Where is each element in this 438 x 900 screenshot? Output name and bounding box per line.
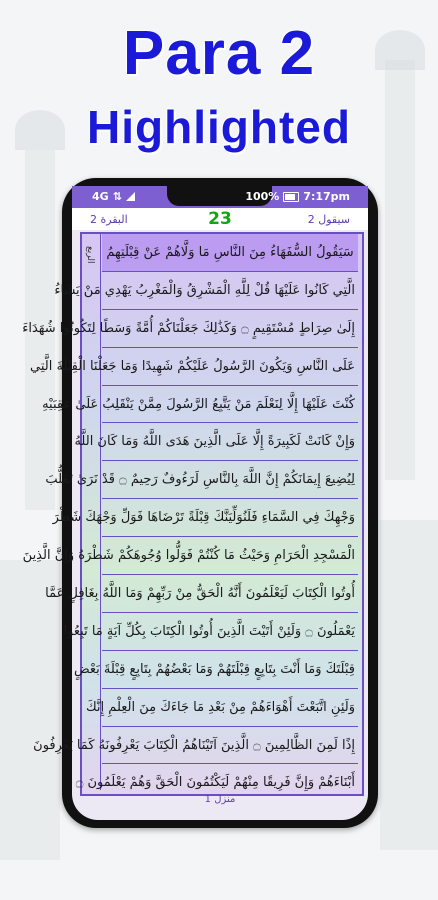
verse-line-text: قِبْلَتَكَ وَمَا أَنْتَ بِتَابِعٍ قِبْلَتَهُمْ وَمَا بَعْضُهُمْ بِتَابِعٍ قِبْلَةَ بَعْضٍ [73, 661, 355, 677]
verse-line-text: عَلَى النَّاسِ وَيَكُونَ الرَّسُولُ عَلَيْكُمْ شَهِيدًا وَمَا جَعَلْنَا الْقِبْلَةَ الَّتِي [30, 358, 355, 374]
manzil-footer: منزل 1 [204, 794, 236, 805]
verse-line-text: يَعْمَلُونَ ۝ وَلَئِنْ أَتَيْتَ الَّذِينَ أُوتُوا الْكِتَابَ بِكُلِّ آيَةٍ مَا تَبِعُوا [63, 623, 355, 639]
phone-screen [22, 186, 368, 820]
verse-line[interactable] [52, 499, 358, 537]
verse-line[interactable] [33, 727, 358, 765]
verse-line-text: إِلَىٰ صِرَاطٍ مُسْتَقِيمٍ ۝ وَكَذَٰلِكَ جَعَلْنَاكُمْ أُمَّةً وَسَطًا لِتَكُونُوا شُهَدَاءَ [22, 320, 355, 336]
verse-line-text: إِذًا لَمِنَ الظَّالِمِينَ ۝ الَّذِينَ آتَيْنَاهُمُ الْكِتَابَ يَعْرِفُونَهُ كَمَا يَعْرِفُونَ [33, 737, 355, 753]
verse-line[interactable] [102, 234, 358, 272]
verse-line[interactable] [45, 575, 358, 613]
verse-line[interactable] [42, 386, 358, 424]
verse-line[interactable] [30, 348, 358, 386]
battery-icon [283, 192, 299, 202]
verse-line[interactable] [22, 310, 358, 348]
status-left [92, 190, 135, 203]
background-building-bottom-right [380, 520, 438, 850]
data-arrows-icon: ⇅ [112, 190, 122, 203]
verse-line-text: أُوتُوا الْكِتَابَ لَيَعْلَمُونَ أَنَّهُ الْحَقُّ مِنْ رَبِّهِمْ وَمَا اللَّهُ بِغَافِلٍ عَمَّا [45, 585, 355, 601]
verse-line[interactable] [73, 651, 358, 689]
verse-line-text: سَيَقُولُ السُّفَهَاءُ مِنَ النَّاسِ مَا وَلَّاهُمْ عَنْ قِبْلَتِهِمُ [106, 244, 354, 260]
verse-line-text: كُنْتَ عَلَيْهَا إِلَّا لِنَعْلَمَ مَنْ يَتَّبِعُ الرَّسُولَ مِمَّنْ يَنْقَلِبُ عَلَىٰ عَقِبَيْهِ [42, 396, 355, 412]
signal-icon [126, 192, 135, 201]
verse-line-text: لِيُضِيعَ إِيمَانَكُمْ إِنَّ اللَّهَ بِالنَّاسِ لَرَءُوفٌ رَحِيمٌ ۝ قَدْ نَرَىٰ تَقَلُّبَ [45, 472, 355, 488]
verse-line[interactable] [54, 272, 358, 310]
page-number: 23 [208, 209, 232, 229]
verse-line[interactable] [74, 423, 358, 461]
background-building-bottom-left [0, 560, 60, 860]
verse-line-text: الَّتِي كَانُوا عَلَيْهَا قُلْ لِلَّهِ الْمَشْرِقُ وَالْمَغْرِبُ يَهْدِي مَنْ يَشَاءُ [54, 282, 355, 298]
page-header [72, 208, 368, 230]
status-right [245, 190, 350, 203]
surah-name: البقرة 2 [90, 213, 128, 226]
quran-page[interactable] [22, 232, 364, 796]
verse-line[interactable] [45, 461, 358, 499]
verse-line-text: الْمَسْجِدِ الْحَرَامِ وَحَيْثُ مَا كُنْتُمْ فَوَلُّوا وُجُوهَكُمْ شَطْرَهُ وَإِنَّ الَّذِينَ [22, 548, 355, 564]
verse-line[interactable] [85, 689, 358, 727]
battery-percent: 100% [245, 190, 280, 203]
status-bar [72, 186, 368, 208]
verse-line[interactable] [22, 537, 358, 575]
network-label: 4G [92, 190, 109, 203]
verse-line[interactable] [63, 613, 358, 651]
phone-frame [22, 178, 378, 828]
status-time: 7:17pm [303, 190, 350, 203]
verse-line-text: وَلَئِنِ اتَّبَعْتَ أَهْوَاءَهُمْ مِنْ بَعْدِ مَا جَاءَكَ مِنَ الْعِلْمِ إِنَّكَ [85, 699, 355, 715]
promo-subtitle: Highlighted [87, 101, 351, 153]
para-name: سیقول 2 [307, 213, 350, 226]
verse-line-text: وَجْهِكَ فِي السَّمَاءِ فَلَنُوَلِّيَنَّكَ قِبْلَةً تَرْضَاهَا فَوَلِّ وَجْهَكَ شَطْرَ [52, 510, 355, 526]
verse-line-text: أَبْنَاءَهُمْ وَإِنَّ فَرِيقًا مِنْهُمْ لَيَكْتُمُونَ الْحَقَّ وَهُمْ يَعْلَمُونَ ۝ [75, 775, 355, 791]
verse-line-text: وَإِنْ كَانَتْ لَكَبِيرَةً إِلَّا عَلَى الَّذِينَ هَدَى اللَّهُ وَمَا كَانَ اللَّهُ [74, 434, 355, 450]
ruku-marker: الربع [85, 246, 95, 264]
promo-title: Para 2 [122, 19, 316, 88]
